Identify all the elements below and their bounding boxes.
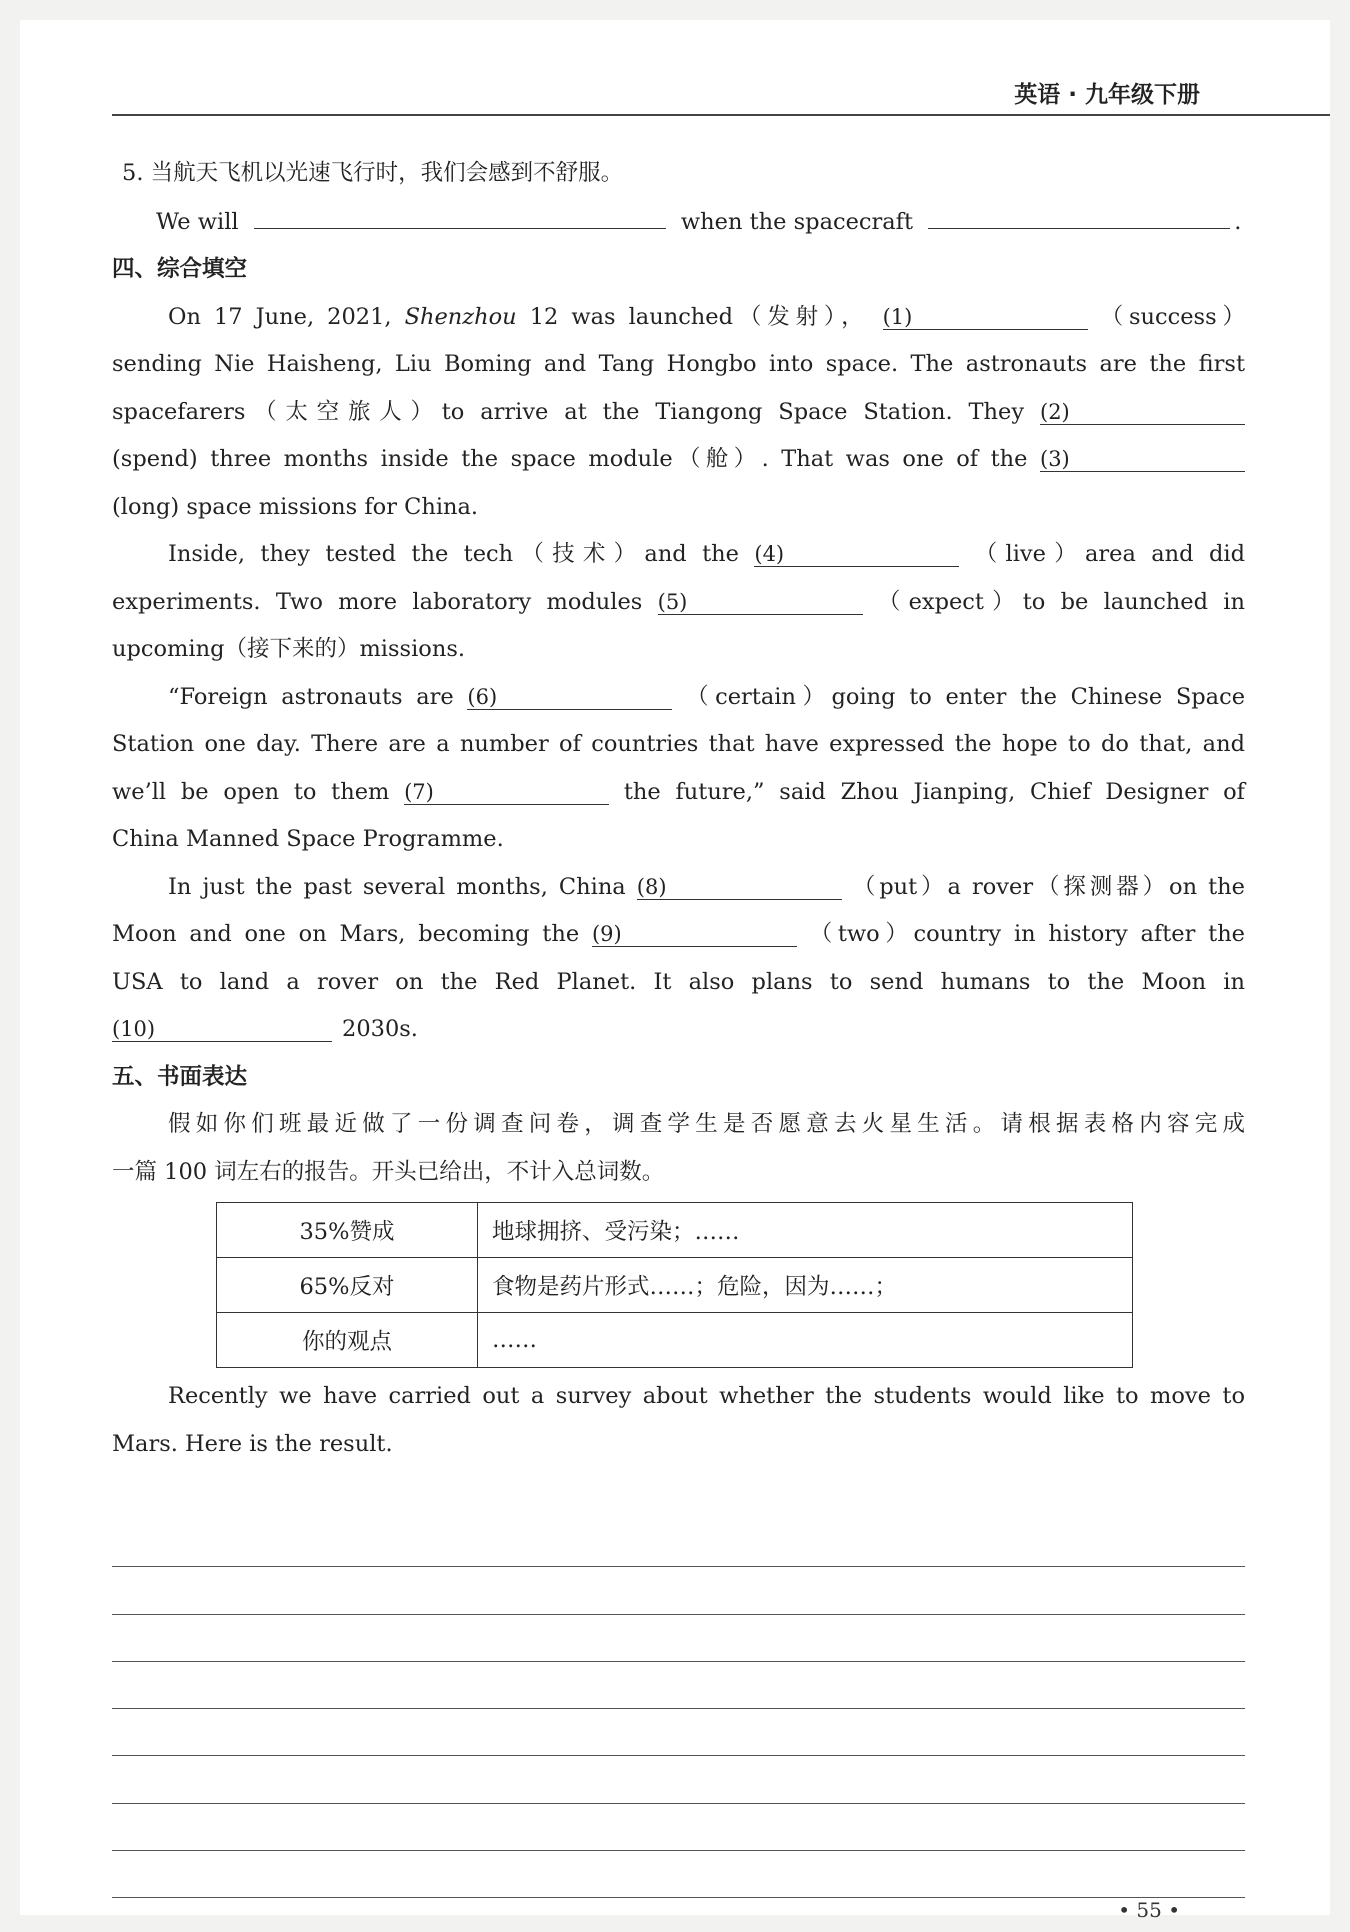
s4-text: （certain）going to enter the Chinese Space: [686, 683, 1246, 710]
header-title: 英语 · 九年级下册: [1014, 82, 1200, 108]
blank-number: (4): [754, 542, 785, 566]
q5-part2: when the spacecraft: [680, 208, 914, 235]
blank-9[interactable]: [592, 916, 797, 947]
blank-number: (2): [1040, 399, 1070, 424]
s4-text: experiments. Two more laboratory modules: [112, 588, 643, 615]
s4-text: （success）: [1100, 303, 1245, 330]
q5-blank-1[interactable]: [254, 198, 666, 229]
s4-line-12: China Manned Space Programme.: [112, 826, 504, 852]
s4-line-15: USA to land a rover on the Red Planet. It also plans to send humans to the Moon in: [112, 968, 1245, 995]
s4-text: (spend) three months inside the space module（舱）. That was one of the: [112, 446, 1028, 472]
s4-line-11: [112, 769, 1245, 817]
s4-line-3: [112, 389, 1245, 437]
writing-line[interactable]: [112, 1709, 1245, 1756]
s4-line-14: [112, 911, 1245, 959]
s4-text: Inside, they tested the tech（技术）and the: [168, 541, 739, 567]
writing-line[interactable]: [112, 1567, 1245, 1614]
s4-line-5: (long) space missions for China.: [112, 493, 479, 520]
table-row: [217, 1203, 1133, 1258]
s5-instruction-2: 一篇 100 词左右的报告。开头已给出，不计入总词数。: [112, 1158, 665, 1185]
blank-7[interactable]: [404, 774, 609, 805]
blank-number: (6): [467, 684, 498, 709]
blank-number: (1): [882, 304, 913, 329]
s4-line-13: [112, 864, 1245, 912]
q5-prompt: 5. 当航天飞机以光速飞行时，我们会感到不舒服。: [122, 160, 624, 186]
s4-text: （expect）to be launched in: [877, 588, 1245, 615]
table-row: [217, 1258, 1133, 1313]
s4-text: Moon and one on Mars, becoming the: [112, 921, 580, 947]
writing-line[interactable]: [112, 1851, 1245, 1898]
table-row: [217, 1313, 1133, 1368]
q5-part1: We will: [156, 208, 239, 235]
writing-area[interactable]: [112, 1520, 1245, 1898]
table-cell-content: 食物是药片形式……；危险，因为……；: [478, 1258, 1133, 1313]
section4-heading: 四、综合填空: [112, 256, 248, 282]
s4-line-7: [112, 579, 1245, 627]
s4-text: “Foreign astronauts are: [168, 683, 454, 710]
page-number: • 55 •: [1118, 1898, 1180, 1922]
blank-number: (9): [591, 922, 622, 946]
blank-number: (7): [404, 779, 434, 804]
s4-line-2: sending Nie Haisheng, Liu Boming and Tang Hongbo into space. The astronauts are the first: [112, 351, 1245, 377]
s4-text: （put）a rover（探测器）on the: [852, 873, 1245, 900]
s5-opening: [112, 1373, 1245, 1468]
blank-8[interactable]: [637, 869, 842, 900]
blank-number: (5): [657, 589, 688, 614]
s4-text: 2030s.: [342, 1016, 418, 1042]
s4-line-4: [112, 436, 1245, 484]
table-cell-content: ……: [478, 1313, 1133, 1368]
s4-text: （live）area and did: [974, 541, 1245, 567]
s4-line-6: [112, 531, 1245, 579]
writing-line[interactable]: [112, 1662, 1245, 1709]
s4-text: the future,” said Zhou Jianping, Chief Designer of: [623, 778, 1245, 805]
s4-line-16: [112, 1006, 1245, 1054]
table-cell-label: 你的观点: [217, 1313, 478, 1368]
q5-blank-2[interactable]: [928, 198, 1230, 229]
page: [20, 20, 1330, 1922]
writing-line[interactable]: [112, 1520, 1245, 1567]
s5-instruction-1: 假如你们班最近做了一份调查问卷，调查学生是否愿意去火星生活。请根据表格内容完成: [168, 1111, 1245, 1137]
s4-text: spacefarers（太空旅人）to arrive at the Tiangong Space Station. They: [112, 398, 1025, 425]
blank-number: (8): [636, 874, 667, 899]
s5-opening-2: Mars. Here is the result.: [112, 1430, 393, 1457]
s4-text: 12 was launched（发射），: [529, 303, 870, 330]
blank-3[interactable]: [1040, 441, 1245, 472]
blank-1[interactable]: [883, 299, 1088, 330]
writing-line[interactable]: [112, 1615, 1245, 1662]
s4-text: In just the past several months, China: [168, 873, 626, 900]
q5-end: .: [1234, 208, 1242, 235]
q5-answer-line: [112, 198, 1245, 247]
blank-10[interactable]: [112, 1011, 332, 1042]
blank-5[interactable]: [658, 584, 863, 615]
table-cell-label: 35%赞成: [217, 1203, 478, 1258]
header-rule: [112, 114, 1330, 116]
table-cell-content: 地球拥挤、受污染；……: [478, 1203, 1133, 1258]
blank-6[interactable]: [467, 679, 672, 710]
table-cell-label: 65%反对: [217, 1258, 478, 1313]
blank-4[interactable]: [754, 536, 959, 567]
s4-italic-shenzhou: Shenzhou: [404, 303, 517, 330]
writing-line[interactable]: [112, 1756, 1245, 1803]
content: [112, 150, 1245, 1196]
s4-line-1: [112, 294, 1245, 342]
blank-2[interactable]: [1040, 394, 1245, 425]
s4-text: we’ll be open to them: [112, 778, 390, 805]
survey-table: [216, 1202, 1133, 1368]
s4-text: On 17 June, 2021,: [168, 303, 392, 330]
blank-number: (3): [1040, 447, 1070, 471]
writing-line[interactable]: [112, 1804, 1245, 1851]
s4-text: （two）country in history after the: [809, 921, 1245, 947]
s5-opening-1: Recently we have carried out a survey about whether the students would like to move to: [168, 1383, 1245, 1409]
s4-line-8: upcoming（接下来的）missions.: [112, 636, 466, 662]
s4-line-10: Station one day. There are a number of countries that have expressed the hope to do that, and: [112, 731, 1245, 757]
s4-line-9: [112, 674, 1245, 722]
section5-heading: 五、书面表达: [112, 1063, 248, 1090]
blank-number: (10): [112, 1017, 156, 1041]
